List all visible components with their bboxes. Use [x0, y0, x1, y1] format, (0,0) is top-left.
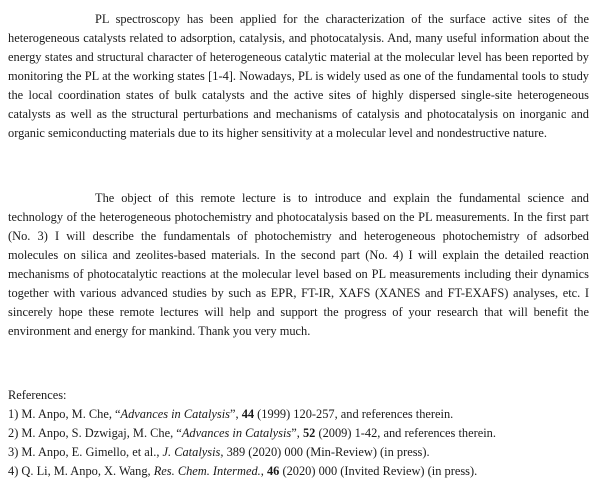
- reference-separator: ”,: [229, 407, 242, 421]
- reference-volume: 44: [241, 407, 255, 421]
- reference-item: [8, 405, 593, 424]
- reference-authors: 2) M. Anpo, S. Dzwigaj, M. Che, “: [8, 426, 182, 440]
- reference-volume: 52: [302, 426, 316, 440]
- reference-journal: Res. Chem. Intermed.: [153, 464, 261, 478]
- paragraph-lecture-object: The object of this remote lecture is to introduce and explain the fundamental science and technology of the heterogeneous photochemistry and photocatalysis based on the PL measurements. In the first part (No. 3) I will describe the fundamentals of photochemistry and heterogeneous photochemistry of adsorbed molecules on silica and zeolites-based materials. In the second part (No. 4) I will explain the detailed reaction mechanisms of photocatalytic reactions at the molecular level based on PL measurements including their dynamics together with various advanced studies by such as EPR, FT-IR, XAFS (XANES and FT-EXAFS) analyses, etc. I sincerely hope these remote lectures will help and support the progress of your research that will benefit the environment and energy for mankind. Thank you very much.: [8, 191, 589, 338]
- reference-authors: 4) Q. Li, M. Anpo, X. Wang,: [8, 464, 154, 478]
- reference-item: [8, 462, 593, 481]
- reference-separator: ,: [260, 464, 267, 478]
- reference-details: (2009) 1-42, and references therein.: [315, 426, 496, 440]
- reference-journal: Advances in Catalysis: [120, 407, 230, 421]
- reference-separator: ”,: [291, 426, 303, 440]
- reference-authors: 3) M. Anpo, E. Gimello, et al.,: [8, 445, 163, 459]
- reference-item: [8, 424, 593, 443]
- reference-separator: ,: [220, 445, 227, 459]
- references-heading: References:: [8, 388, 67, 402]
- reference-journal: Advances in Catalysis: [181, 426, 292, 440]
- reference-journal: J. Catalysis: [162, 445, 221, 459]
- reference-volume: 389: [226, 445, 246, 459]
- reference-details: (1999) 120-257, and references therein.: [254, 407, 454, 421]
- references-list: [8, 405, 593, 481]
- reference-details: (2020) 000 (Invited Review) (in press).: [279, 464, 478, 478]
- paragraph-pl-spectroscopy: PL spectroscopy has been applied for the characterization of the surface active sites of the heterogeneous catalysts related to adsorption, catalysis, and photocatalysis. And, many useful information about the energy states and structural character of heterogeneous catalytic material at the molecular level has been reported by monitoring the PL at the working states [1-4]. Nowadays, PL is widely used as one of the fundamental tools to study the local coordination states of bulk catalysts and the active sites of highly dispersed single-site heterogeneous catalysts as well as the structural perturbations and mechanisms of catalysis and photocatalysis on inorganic and organic semiconducting materials due to its higher sensitivity at a molecular level and nondestructive nature.: [8, 12, 589, 140]
- reference-authors: 1) M. Anpo, M. Che, “: [8, 407, 121, 421]
- reference-volume: 46: [266, 464, 280, 478]
- reference-item: [8, 443, 593, 462]
- reference-details: (2020) 000 (Min-Review) (in press).: [245, 445, 430, 459]
